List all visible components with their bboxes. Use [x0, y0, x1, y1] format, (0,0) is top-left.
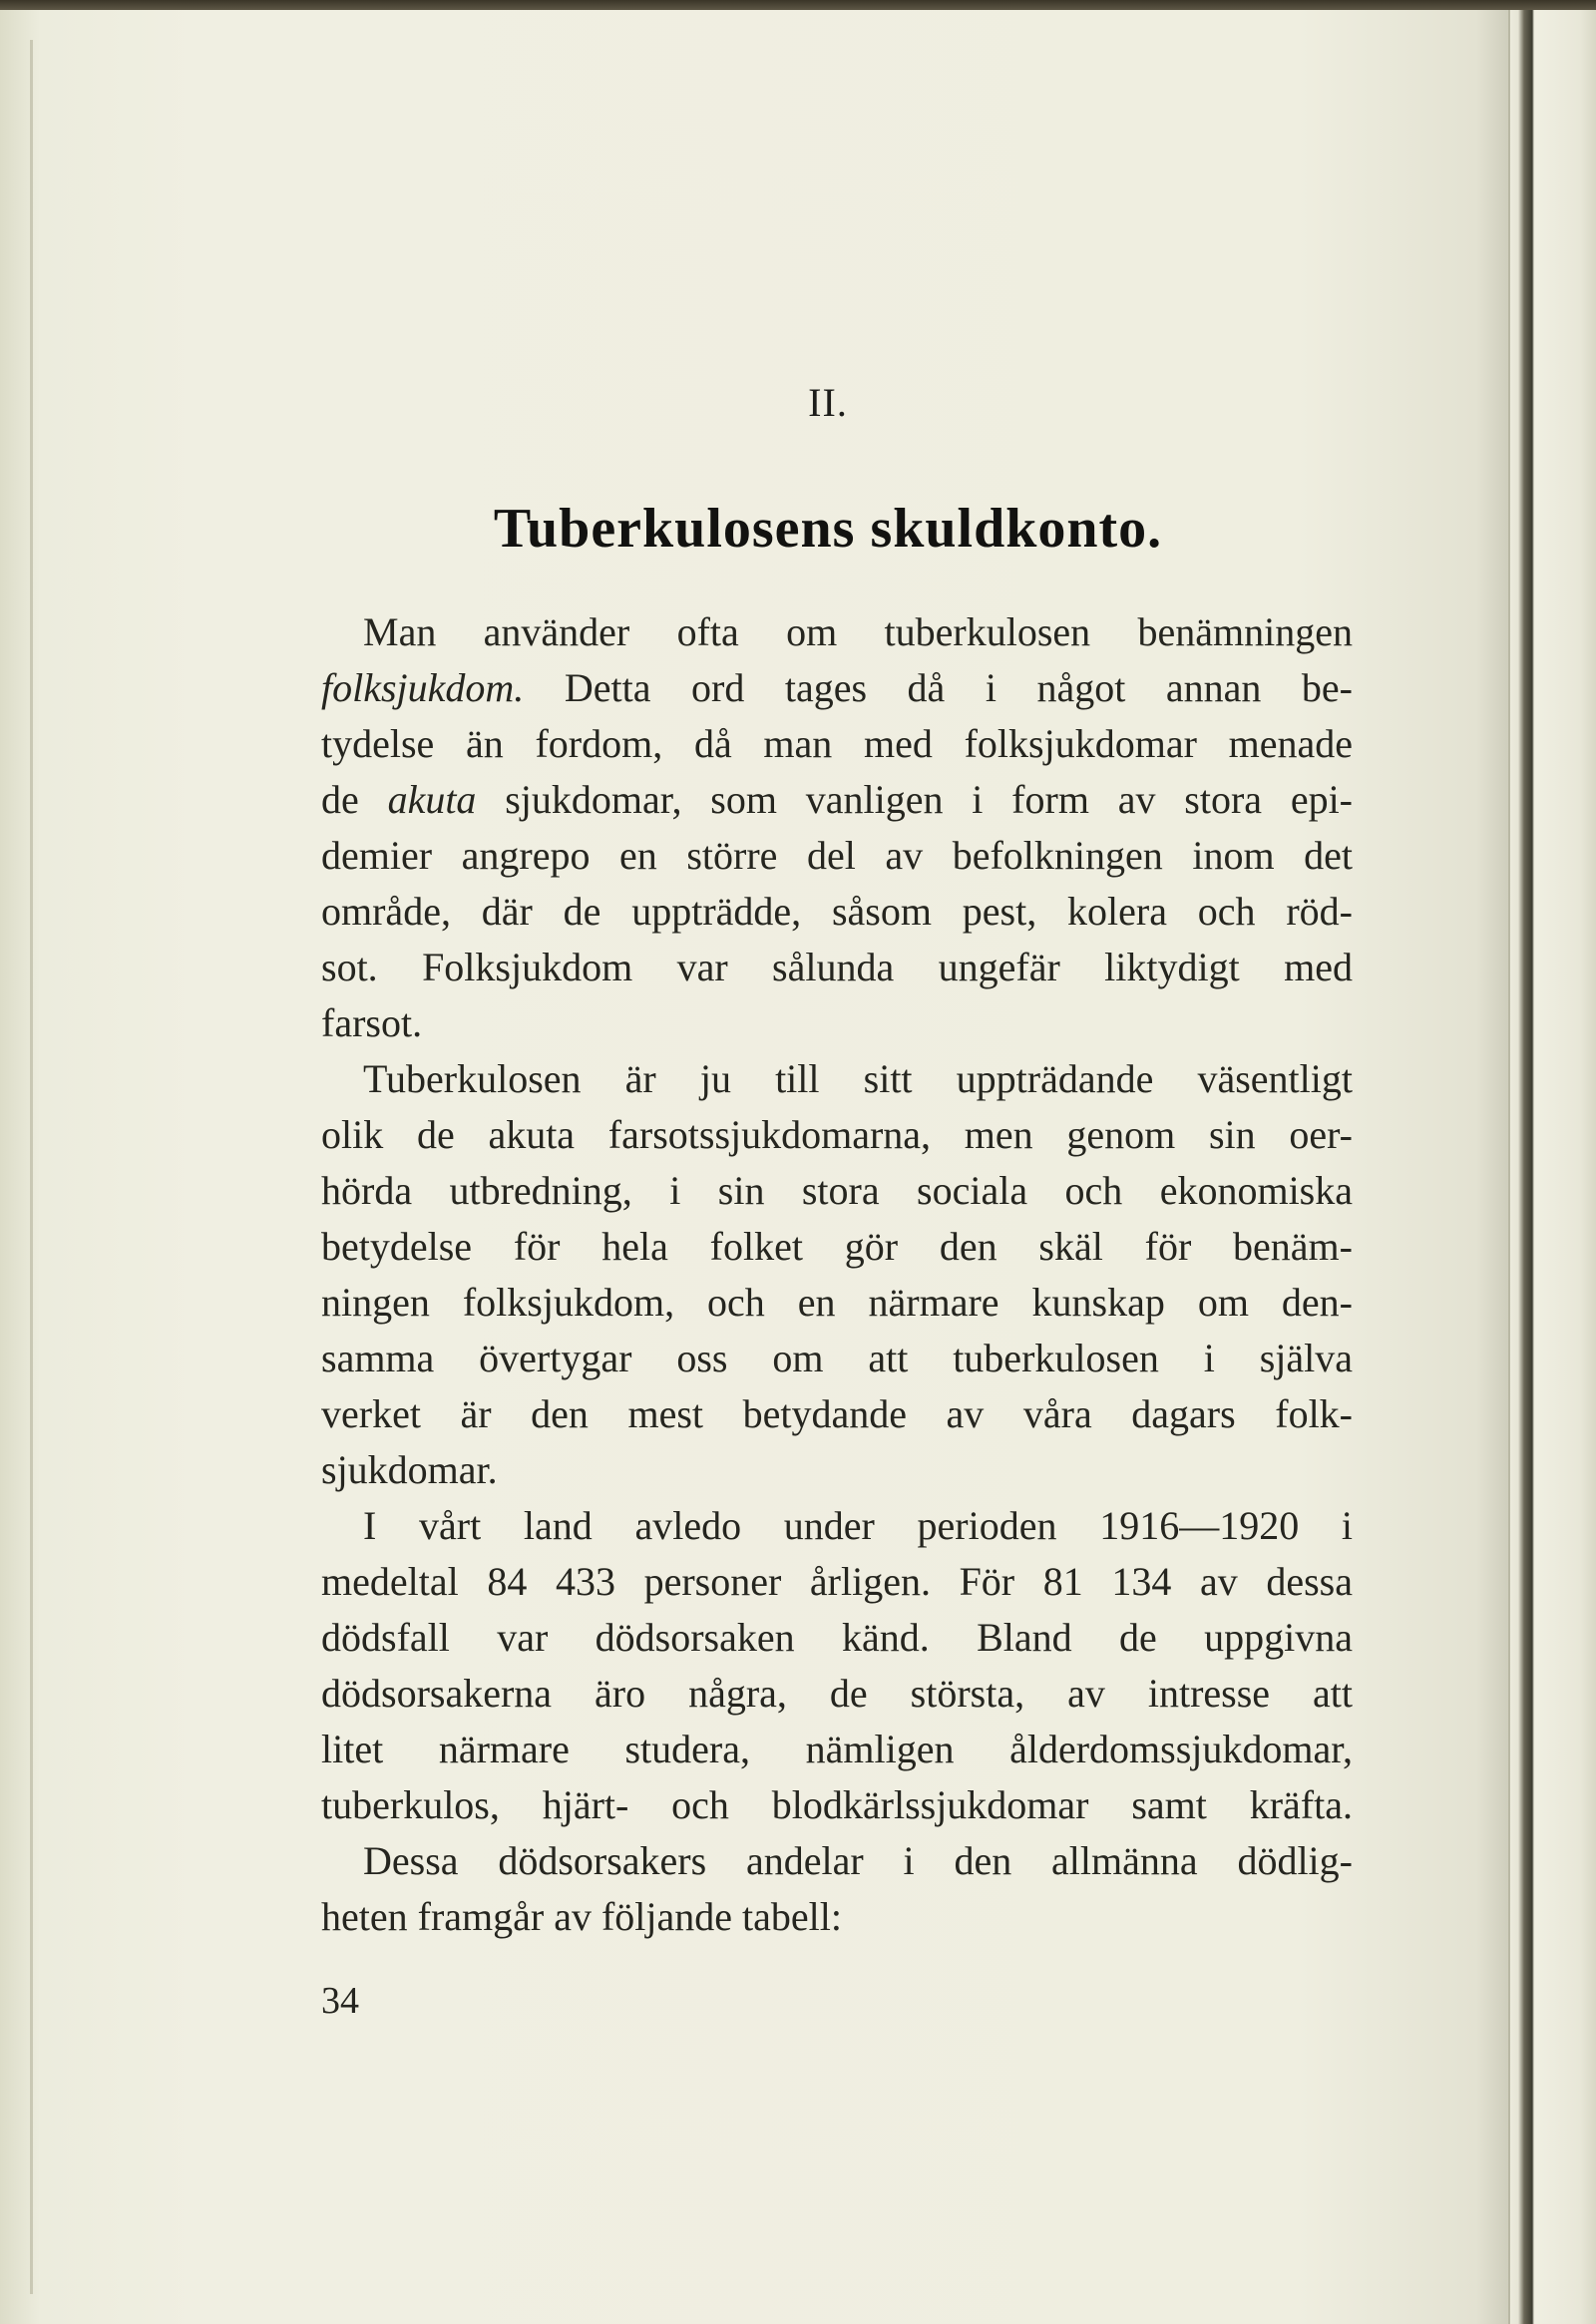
text-line: ningen folksjukdom, och en närmare kunskap om den-: [321, 1280, 1353, 1325]
text-line: sjukdomar.: [321, 1447, 498, 1492]
text-line: tuberkulos, hjärt- och blodkärlssjukdomar samt kräfta.: [321, 1782, 1353, 1827]
text-line: betydelse för hela folket gör den skäl för benäm-: [321, 1224, 1353, 1269]
chapter-number: II.: [808, 380, 848, 425]
emphasis: folksjukdom.: [321, 665, 525, 710]
gutter-shadow: [30, 40, 33, 2294]
text-line: Dessa dödsorsakers andelar i den allmänna dödlig-: [363, 1838, 1353, 1883]
text-line: farsot.: [321, 1000, 423, 1045]
text-line: område, där de uppträdde, såsom pest, kolera och röd-: [321, 889, 1353, 934]
text-line: verket är den mest betydande av våra dagars folk-: [321, 1391, 1353, 1436]
text-line: Tuberkulosen är ju till sitt uppträdande väsentligt: [363, 1056, 1353, 1101]
text-line: I vårt land avledo under perioden 1916—1920 i: [363, 1503, 1353, 1548]
text-line: tydelse än fordom, då man med folksjukdomar menade: [321, 721, 1353, 766]
chapter-title: Tuberkulosens skuldkonto.: [493, 498, 1163, 560]
text-line: folksjukdom. Detta ord tages då i något annan be-: [321, 665, 1353, 710]
text-line: demier angrepo en större del av befolkningen inom det: [321, 833, 1353, 878]
text-line: Man använder ofta om tuberkulosen benämningen: [363, 609, 1353, 654]
text-line: olik de akuta farsotssjukdomarna, men genom sin oer-: [321, 1112, 1353, 1157]
text-line: dödsfall var dödsorsaken känd. Bland de uppgivna: [321, 1615, 1353, 1660]
text-line: heten framgår av följande tabell:: [321, 1894, 842, 1939]
emphasis: akuta: [387, 777, 477, 822]
text-line: samma övertygar oss om att tuberkulosen i själva: [321, 1336, 1353, 1380]
page-number: 34: [321, 1980, 359, 2022]
text-line: medeltal 84 433 personer årligen. För 81 134 av dessa: [321, 1559, 1353, 1604]
text-line: hörda utbredning, i sin stora sociala och ekonomiska: [321, 1168, 1353, 1213]
text-line: litet närmare studera, nämligen ålderdomssjukdomar,: [321, 1727, 1353, 1771]
body-text: [321, 604, 1353, 1945]
text-line: dödsorsakerna äro några, de största, av intresse att: [321, 1671, 1353, 1716]
text-line: de akuta sjukdomar, som vanligen i form av stora epi-: [321, 777, 1354, 822]
text-line: sot. Folksjukdom var sålunda ungefär liktydigt med: [321, 945, 1353, 989]
next-page-edge: [1510, 10, 1596, 2324]
